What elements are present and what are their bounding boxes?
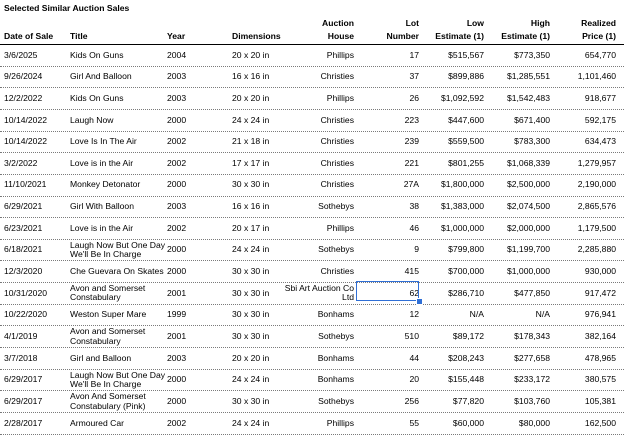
cell-house[interactable]: Phillips bbox=[326, 222, 354, 233]
cell-dim[interactable]: 17 x 17 in bbox=[232, 157, 270, 168]
cell-low[interactable]: $208,243 bbox=[448, 352, 484, 363]
cell-lot[interactable]: 38 bbox=[409, 201, 419, 212]
cell-title[interactable]: Love is in the Air bbox=[70, 222, 134, 233]
cell-house[interactable]: Christies bbox=[320, 136, 354, 147]
cell-low[interactable]: $801,255 bbox=[448, 157, 484, 168]
table-header bbox=[0, 15, 624, 45]
cell-lot[interactable]: 256 bbox=[404, 395, 419, 406]
cell-high[interactable]: $2,500,000 bbox=[506, 179, 550, 190]
cell-realized[interactable]: 380,575 bbox=[584, 374, 616, 385]
cell-title[interactable]: Monkey Detonator bbox=[70, 179, 141, 190]
cell-dim[interactable]: 30 x 30 in bbox=[232, 395, 270, 406]
cell-low[interactable]: $515,567 bbox=[448, 49, 484, 60]
cell-high[interactable]: $277,658 bbox=[514, 352, 550, 363]
cell-high[interactable]: $477,850 bbox=[514, 287, 550, 298]
table-row[interactable] bbox=[0, 283, 624, 305]
cell-house[interactable]: Christies bbox=[320, 179, 354, 190]
cell-high[interactable]: $1,068,339 bbox=[506, 157, 550, 168]
cell-house[interactable]: Christies bbox=[320, 71, 354, 82]
cell-dim[interactable]: 24 x 24 in bbox=[232, 417, 270, 428]
cell-title[interactable]: Laugh Now But One Day We'll Be In Charge bbox=[70, 239, 166, 260]
table-row[interactable] bbox=[0, 391, 624, 413]
cell-lot[interactable]: 17 bbox=[409, 49, 419, 60]
cell-realized[interactable]: 1,179,500 bbox=[577, 222, 616, 233]
cell-year[interactable]: 2003 bbox=[167, 71, 187, 82]
cell-house[interactable]: Sothebys bbox=[318, 201, 354, 212]
cell-year[interactable]: 2000 bbox=[167, 244, 187, 255]
cell-house[interactable]: Bonhams bbox=[317, 309, 354, 320]
cell-year[interactable]: 2002 bbox=[167, 157, 187, 168]
table-row[interactable] bbox=[0, 153, 624, 175]
cell-title[interactable]: Girl And Balloon bbox=[70, 71, 132, 82]
cell-title[interactable]: Avon and Somerset Constabulary bbox=[70, 282, 146, 303]
cell-lot[interactable]: 221 bbox=[404, 157, 419, 168]
cell-house[interactable]: Christies bbox=[320, 266, 354, 277]
table-row[interactable] bbox=[0, 240, 624, 262]
cell-date[interactable]: 10/14/2022 bbox=[4, 114, 48, 125]
table-row[interactable] bbox=[0, 305, 624, 327]
fill-handle[interactable] bbox=[416, 298, 423, 305]
cell-realized[interactable]: 105,381 bbox=[584, 395, 616, 406]
cell-high[interactable]: $2,000,000 bbox=[506, 222, 550, 233]
cell-house[interactable]: Bonhams bbox=[317, 374, 354, 385]
cell-year[interactable]: 2000 bbox=[167, 179, 187, 190]
cell-title[interactable]: Girl With Balloon bbox=[70, 201, 134, 212]
cell-house[interactable]: Bonhams bbox=[317, 352, 354, 363]
table-row[interactable] bbox=[0, 175, 624, 197]
header-lot-bottom[interactable]: Number bbox=[386, 31, 419, 41]
cell-low[interactable]: $77,820 bbox=[452, 395, 484, 406]
cell-low[interactable]: $899,886 bbox=[448, 71, 484, 82]
cell-realized[interactable]: 917,472 bbox=[584, 287, 616, 298]
cell-house[interactable]: Sothebys bbox=[318, 244, 354, 255]
cell-house[interactable]: Phillips bbox=[326, 417, 354, 428]
cell-date[interactable]: 6/23/2021 bbox=[4, 222, 43, 233]
cell-lot[interactable]: 415 bbox=[404, 266, 419, 277]
cell-house[interactable]: Sbi Art Auction Co Ltd bbox=[284, 282, 354, 303]
header-dimensions[interactable]: Dimensions bbox=[232, 31, 281, 41]
cell-title[interactable]: Armoured Car bbox=[70, 417, 124, 428]
cell-lot[interactable]: 26 bbox=[409, 92, 419, 103]
table-row[interactable] bbox=[0, 262, 624, 284]
cell-year[interactable]: 2002 bbox=[167, 222, 187, 233]
cell-date[interactable]: 12/2/2022 bbox=[4, 92, 43, 103]
header-realized-bottom[interactable]: Price (1) bbox=[582, 31, 616, 41]
table-row[interactable] bbox=[0, 370, 624, 392]
cell-dim[interactable]: 21 x 18 in bbox=[232, 136, 270, 147]
cell-dim[interactable]: 24 x 24 in bbox=[232, 374, 270, 385]
table-row[interactable] bbox=[0, 218, 624, 240]
cell-lot[interactable]: 27A bbox=[403, 179, 419, 190]
header-realized-top[interactable]: Realized bbox=[581, 18, 616, 28]
header-low-top[interactable]: Low bbox=[466, 18, 484, 28]
cell-dim[interactable]: 24 x 24 in bbox=[232, 244, 270, 255]
cell-high[interactable]: $783,300 bbox=[514, 136, 550, 147]
header-year[interactable]: Year bbox=[167, 31, 186, 41]
cell-high[interactable]: $773,350 bbox=[514, 49, 550, 60]
cell-year[interactable]: 2002 bbox=[167, 417, 187, 428]
cell-year[interactable]: 2000 bbox=[167, 395, 187, 406]
cell-realized[interactable]: 1,279,957 bbox=[577, 157, 616, 168]
cell-dim[interactable]: 30 x 30 in bbox=[232, 179, 270, 190]
cell-title[interactable]: Laugh Now bbox=[70, 114, 114, 125]
cell-title[interactable]: Che Guevara On Skates bbox=[70, 266, 164, 277]
cell-realized[interactable]: 918,677 bbox=[584, 92, 616, 103]
header-house-bottom[interactable]: House bbox=[327, 31, 354, 41]
cell-high[interactable]: N/A bbox=[535, 309, 550, 320]
cell-date[interactable]: 6/18/2021 bbox=[4, 244, 43, 255]
cell-title[interactable]: Avon And Somerset Constabulary (Pink) bbox=[70, 391, 146, 411]
cell-date[interactable]: 3/2/2022 bbox=[4, 157, 38, 168]
cell-date[interactable]: 6/29/2017 bbox=[4, 395, 43, 406]
cell-year[interactable]: 2000 bbox=[167, 114, 187, 125]
cell-high[interactable]: $1,285,551 bbox=[506, 71, 550, 82]
cell-low[interactable]: $286,710 bbox=[448, 287, 484, 298]
cell-dim[interactable]: 20 x 20 in bbox=[232, 49, 270, 60]
table-row[interactable] bbox=[0, 197, 624, 219]
cell-dim[interactable]: 30 x 30 in bbox=[232, 309, 270, 320]
cell-high[interactable]: $671,400 bbox=[514, 114, 550, 125]
cell-date[interactable]: 4/1/2019 bbox=[4, 331, 38, 341]
cell-realized[interactable]: 2,285,880 bbox=[577, 244, 616, 255]
cell-high[interactable]: $103,760 bbox=[514, 395, 550, 406]
cell-high[interactable]: $1,199,700 bbox=[506, 244, 550, 255]
cell-realized[interactable]: 654,770 bbox=[584, 49, 616, 60]
cell-title[interactable]: Girl and Balloon bbox=[70, 352, 132, 363]
cell-date[interactable]: 9/26/2024 bbox=[4, 71, 43, 82]
cell-lot[interactable]: 510 bbox=[404, 331, 419, 341]
cell-house[interactable]: Sothebys bbox=[318, 395, 354, 406]
cell-date[interactable]: 10/14/2022 bbox=[4, 136, 48, 147]
cell-dim[interactable]: 30 x 30 in bbox=[232, 287, 270, 298]
cell-year[interactable]: 2004 bbox=[167, 49, 187, 60]
cell-lot[interactable]: 37 bbox=[409, 71, 419, 82]
cell-lot[interactable]: 46 bbox=[409, 222, 419, 233]
cell-dim[interactable]: 30 x 30 in bbox=[232, 266, 270, 277]
cell-lot[interactable]: 9 bbox=[414, 244, 419, 255]
cell-house[interactable]: Phillips bbox=[326, 49, 354, 60]
cell-house[interactable]: Christies bbox=[320, 157, 354, 168]
cell-lot[interactable]: 239 bbox=[404, 136, 419, 147]
cell-title[interactable]: Kids On Guns bbox=[70, 49, 124, 60]
cell-date[interactable]: 10/31/2020 bbox=[4, 287, 48, 298]
table-row[interactable] bbox=[0, 413, 624, 435]
cell-date[interactable]: 6/29/2021 bbox=[4, 201, 43, 212]
cell-realized[interactable]: 1,101,460 bbox=[577, 71, 616, 82]
cell-year[interactable]: 2002 bbox=[167, 136, 187, 147]
cell-realized[interactable]: 930,000 bbox=[584, 266, 616, 277]
cell-house[interactable]: Sothebys bbox=[318, 331, 354, 341]
cell-lot[interactable]: 55 bbox=[409, 417, 419, 428]
header-date[interactable]: Date of Sale bbox=[4, 31, 54, 41]
table-row[interactable] bbox=[0, 67, 624, 89]
cell-lot[interactable]: 62 bbox=[409, 287, 419, 298]
cell-low[interactable]: $1,000,000 bbox=[440, 222, 484, 233]
table-row[interactable] bbox=[0, 45, 624, 67]
table-row[interactable] bbox=[0, 132, 624, 154]
cell-dim[interactable]: 24 x 24 in bbox=[232, 114, 270, 125]
table-row[interactable] bbox=[0, 326, 624, 348]
cell-realized[interactable]: 2,190,000 bbox=[577, 179, 616, 190]
cell-house[interactable]: Christies bbox=[320, 114, 354, 125]
cell-year[interactable]: 2000 bbox=[167, 374, 187, 385]
header-title[interactable]: Title bbox=[70, 31, 88, 41]
cell-realized[interactable]: 162,500 bbox=[584, 417, 616, 428]
cell-year[interactable]: 2001 bbox=[167, 287, 187, 298]
cell-title[interactable]: Weston Super Mare bbox=[70, 309, 147, 320]
cell-dim[interactable]: 20 x 20 in bbox=[232, 92, 270, 103]
cell-realized[interactable]: 2,865,576 bbox=[577, 201, 616, 212]
cell-year[interactable]: 2003 bbox=[167, 92, 187, 103]
table-title: Selected Similar Auction Sales bbox=[4, 3, 130, 13]
cell-date[interactable]: 6/29/2017 bbox=[4, 374, 43, 385]
cell-low[interactable]: $89,172 bbox=[452, 331, 484, 341]
cell-date[interactable]: 11/10/2021 bbox=[4, 179, 47, 190]
cell-house[interactable]: Phillips bbox=[326, 92, 354, 103]
cell-high[interactable]: $2,074,500 bbox=[506, 201, 550, 212]
header-house-top[interactable]: Auction bbox=[322, 18, 354, 28]
cell-dim[interactable]: 20 x 20 in bbox=[232, 352, 270, 363]
cell-low[interactable]: $155,448 bbox=[448, 374, 484, 385]
cell-low[interactable]: $1,092,592 bbox=[440, 92, 484, 103]
cell-high[interactable]: $233,172 bbox=[514, 374, 550, 385]
cell-high[interactable]: $80,000 bbox=[518, 417, 550, 428]
table-row[interactable] bbox=[0, 348, 624, 370]
cell-title[interactable]: Avon and Somerset Constabulary bbox=[70, 326, 146, 346]
header-high-bottom[interactable]: Estimate (1) bbox=[501, 31, 550, 41]
cell-date[interactable]: 3/7/2018 bbox=[4, 352, 38, 363]
header-lot-top[interactable]: Lot bbox=[405, 18, 419, 28]
cell-lot[interactable]: 12 bbox=[409, 309, 419, 320]
header-high-top[interactable]: High bbox=[530, 18, 550, 28]
cell-year[interactable]: 2003 bbox=[167, 352, 187, 363]
cell-low[interactable]: $60,000 bbox=[452, 417, 484, 428]
cell-realized[interactable]: 592,175 bbox=[584, 114, 616, 125]
cell-date[interactable]: 2/28/2017 bbox=[4, 417, 43, 428]
cell-year[interactable]: 1999 bbox=[167, 309, 187, 320]
cell-title[interactable]: Love Is In The Air bbox=[70, 136, 137, 147]
cell-dim[interactable]: 30 x 30 in bbox=[232, 331, 270, 341]
cell-high[interactable]: $178,343 bbox=[514, 331, 550, 341]
cell-year[interactable]: 2000 bbox=[167, 266, 187, 277]
cell-high[interactable]: $1,000,000 bbox=[506, 266, 550, 277]
cell-dim[interactable]: 16 x 16 in bbox=[232, 201, 270, 212]
header-low-bottom[interactable]: Estimate (1) bbox=[435, 31, 484, 41]
table-row[interactable] bbox=[0, 88, 624, 110]
table-row[interactable] bbox=[0, 110, 624, 132]
cell-title[interactable]: Love is in the Air bbox=[70, 157, 134, 168]
cell-date[interactable]: 3/6/2025 bbox=[4, 49, 38, 60]
cell-title[interactable]: Laugh Now But One Day We'll Be In Charge bbox=[70, 369, 166, 390]
cell-year[interactable]: 2003 bbox=[167, 201, 187, 212]
cell-year[interactable]: 2001 bbox=[167, 331, 187, 341]
cell-high[interactable]: $1,542,483 bbox=[506, 92, 550, 103]
cell-realized[interactable]: 382,164 bbox=[584, 331, 616, 341]
cell-date[interactable]: 10/22/2020 bbox=[4, 309, 48, 320]
cell-realized[interactable]: 634,473 bbox=[584, 136, 616, 147]
cell-low[interactable]: $447,600 bbox=[448, 114, 484, 125]
cell-low[interactable]: $559,500 bbox=[448, 136, 484, 147]
cell-low[interactable]: $700,000 bbox=[448, 266, 484, 277]
cell-date[interactable]: 12/3/2020 bbox=[4, 266, 43, 277]
cell-low[interactable]: $1,800,000 bbox=[440, 179, 484, 190]
cell-lot[interactable]: 44 bbox=[409, 352, 419, 363]
cell-realized[interactable]: 478,965 bbox=[584, 352, 616, 363]
cell-title[interactable]: Kids On Guns bbox=[70, 92, 124, 103]
cell-dim[interactable]: 16 x 16 in bbox=[232, 71, 270, 82]
cell-lot[interactable]: 20 bbox=[409, 374, 419, 385]
cell-lot[interactable]: 223 bbox=[404, 114, 419, 125]
cell-low[interactable]: $1,383,000 bbox=[440, 201, 484, 212]
cell-low[interactable]: N/A bbox=[469, 309, 484, 320]
cell-realized[interactable]: 976,941 bbox=[584, 309, 616, 320]
cell-low[interactable]: $799,800 bbox=[448, 244, 484, 255]
cell-dim[interactable]: 20 x 17 in bbox=[232, 222, 270, 233]
